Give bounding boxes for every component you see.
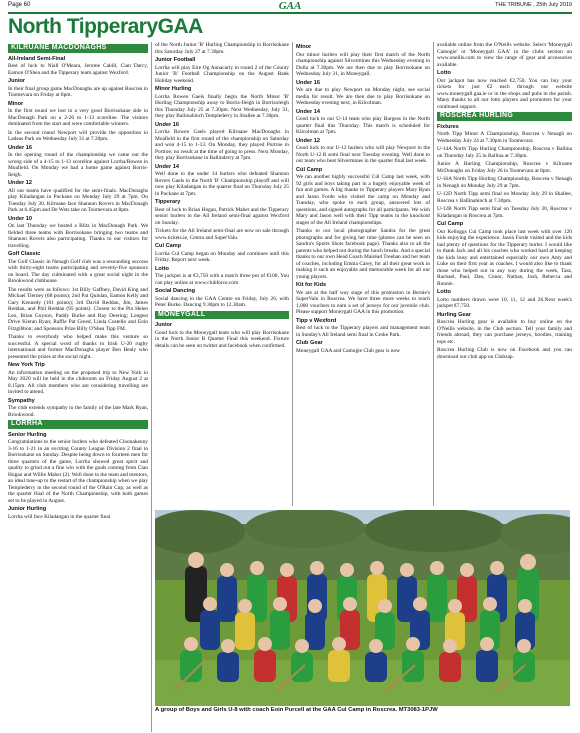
paragraph: Good luck to our U-14 team who play Burgess in the North quarter final this Thursday. This match is scheduled for Kilcolman at 7pm.	[296, 116, 430, 135]
paragraph: Thanks to everybody who helped make this venture so successful. A special word of thanks to Irish U-20 rugby international and former MacDonaghs player Ben Healy who presented the prizes at the social night.	[8, 334, 148, 360]
paragraph: Best of luck to the Tipperary players and management team in Sunday's All Ireland semi final in Croke Park.	[296, 325, 430, 338]
paragraph: Lotto numbers drawn were 10, 11, 12 and 26.Next week's jackpot €7,750.	[437, 296, 572, 309]
heading: Club Gear	[296, 340, 323, 346]
paragraph: In the first round we lost to a very good Borrisokane side in MacDonagh Park on a 2-26 to 1-13 scoreline. The visitors dominated from the start and were comfortable winners.	[8, 108, 148, 127]
heading: Junior Football	[155, 57, 196, 63]
heading: Tipp v Wexford	[296, 317, 337, 324]
paragraph: All our teams have qualified for the semi-finals. MacDonaghs play Kiladangan in Puckane on Monday July 29 at 7pm. On Tuesday July 30, Kilruane face Shannon Rovers in MacDonagh Park at 6.45pm and De Wets take on Toomevara at 8pm.	[8, 187, 148, 213]
column-3	[296, 42, 430, 508]
heading: All-Ireland Semi-Final	[8, 55, 66, 62]
paragraph: Lorrha Rowen Gaels played Kilruane MacDonaghs in Moafield in the first round of the championship on Saturday and won 4-15 to 1-13. On Monday, they played Portroe in Portroe; no result at the time of going to press. Next Monday, they play Borrisokane in Ballinderry at 7pm.	[155, 129, 289, 161]
paragraph: Well done to the under 14 hurlers who defeated Shannon Rovers Gaels in the North 'B' Championship playoff and will now play Kiladangan in the quarter final on Thursday July 25 in Puckane at 7pm.	[155, 171, 289, 197]
paragraph: Roscrea Hurling Club is now on Facebook and you can download our club app on Clubzap.	[437, 347, 572, 360]
paragraph: On last Thursday we hosted a Blitz in MacDonagh Park. We fielded three teams with Borrisokane bringing two teams and Shannon Rovers also participating. Thanks to our visitors for travelling.	[8, 223, 148, 249]
paragraph: available online from the O'Neills website. Select 'Moneygall Camogie' or 'Moneygall GAA' in the clubs section on www.oneills.com to view the range of gear and accessories available.	[437, 42, 572, 68]
column-4	[437, 42, 572, 508]
heading: Sympathy	[8, 397, 35, 404]
heading: Tipperary	[155, 199, 181, 205]
heading: Fixtures	[437, 123, 459, 130]
paragraph: U-12B North Tipp semi final on Tuesday July 30, Roscrea v Kiladangan in Roscrea at 7pm.	[437, 206, 572, 219]
heading: Cúl Camp	[296, 166, 323, 173]
group-photo-illustration	[155, 510, 570, 706]
paragraph: An information meeting on the proposed trip to New York in May 2020 will be held in the clubroom on Friday August 2 at 8.15pm. All club members who are considering travelling are invited to attend.	[8, 369, 148, 395]
paragraph: The jackpot is at €3,750 with a match three pot of €100. You can play online at www.clubforce.com	[155, 273, 289, 286]
paragraph: Best of luck to Niall O'Meara, Jerome Cahill, Cian Darcy, Eamon O'Shea and the Tipperary team against Wexford.	[8, 63, 148, 76]
heading: Under 16	[296, 79, 320, 86]
heading: Kit for Kids	[296, 282, 327, 288]
section-band-roscrea: ROSCREA HURLING	[437, 112, 572, 121]
heading: Senior Hurling	[8, 431, 47, 438]
heading: New York Trip	[8, 362, 45, 368]
paragraph: Junior A Hurling Championship, Roscrea v Kilruane McDonaghs on Friday July 26 in Toomevara at 8pm.	[437, 161, 572, 174]
page-number: Page 60	[8, 2, 31, 8]
paragraph: The results were as follows: 1st Billy Gaffney, David King and Michael Tierney (68 points); 2nd Pat Quinlan, Eamon Kelly and Gary Kennedy (101 points); 3rd David Reddan, Jim, James Reddan, and Phil Reddan (95 points). Closest to the Pin Helen Leo, Brian Guyson, Paddy Burke and Ray Deering; Longest Drive Kieran Ryan; Raffle Pat Greed, Linda Costello and Eoin Fitzgibbon; and Sponsors Prize Billy O'Shea Tipp FM.	[8, 286, 148, 332]
section-band-lorrha: LORRHA	[8, 420, 148, 429]
heading: Junior	[155, 322, 173, 328]
section-band-moneygall: MONEYGALL	[155, 311, 289, 320]
paragraph: Thanks to our local photographer Sandra for the great photographs and for giving her time (photos can be seen on Sandra's Sports Shots facebook page). Thanks also to all the parents who helped out during the lunch breaks. And a special thanks to our own Head Coach Mairéad Treehan and her team of coaches, including Emma Carey, for all their great work in making it such an enjoyable and memorable week for all our young players.	[296, 228, 430, 280]
paragraph: Lorrha will face Kiladangan in the quarter final	[8, 513, 111, 520]
paragraph: Lorrha Rowen Gaels finally begin the North Minor 'B' Hurling Championship away to Borris-Ileigh in Borrisoleigh this Thursday July 25 at 7.30pm. Next Wednesday, July 31, they play Ballinahinch Templederry in Shallee at 7.30pm.	[155, 93, 289, 119]
heading: Under 16	[8, 144, 32, 151]
heading: Under 14	[296, 108, 320, 115]
paragraph: We ran another highly successful Cúl Camp last week, with 92 girls and boys taking part in a hugely enjoyable week of fun and games. A big thanks to Tipperary players Mary Ryan and Jason Forde who visited the camp on Monday and Tuesday, who spoke to each group, answered lots of questions, and signed autographs for all participants. We wish Mary and Jason well with their Tipp teams in the knockout stages of the All Ireland championships.	[296, 174, 430, 226]
publication-date: THE TRIBUNE , 25th July 2019	[495, 2, 572, 8]
heading: Hurling Gear	[437, 311, 471, 318]
heading: Under 12	[296, 137, 320, 144]
paragraph: North Tipp Minor A Championship, Roscrea v Nenagh on Wednesday July 24 at 7.30pm in Toomevara	[437, 131, 572, 144]
paragraph: Moneygall GAA and Camogie Club gear is now	[296, 347, 401, 354]
paragraph: We are due to play Newport on Monday night, see social media for result. We are then due to play Borrisokane on Wednesday evening next, in Kilcolman.	[296, 87, 430, 106]
heading: Golf Classic	[8, 251, 41, 257]
heading: Junior Hurling	[8, 506, 47, 512]
heading: Minor Hurling	[155, 86, 192, 92]
paragraph: In their final group game MacDonaghs are up against Roscrea in Toomevara on Friday at 8pm.	[8, 85, 148, 98]
paragraph: In the second round Newport will provide the opposition in Ladeas Park on Wednesday July 31 at 7.30pm.	[8, 129, 148, 142]
paragraph: U-16A North Tipp Hurling Championship, Roscrea v Nenagh in Nenagh on Monday July 29 at 7pm.	[437, 176, 572, 189]
paragraph: Our Kelloggs Cul Camp took place last week with over 120 kids enjoying the experience. Jason Forde visited and the kids had plenty of questions for the Tipperary hurler. I would like to thank Jack and all his coaches who worked hard at keeping the kids busy and entertained especially our own Amy and Luke on their first year as coaches. I would also like to thank those who helped out in any way during the week, Tara, Rachael, Paul, Dan, Conor, Nathan, Josh, Rebecca and Ronnie.	[437, 228, 572, 287]
column-1	[8, 42, 148, 732]
paragraph: Roscrea Hurling gear is available to buy online on the O'Neills website, in the Club section. Tell your family and friends abroad, they can purchase jerseys, hoodies, training tops etc.	[437, 319, 572, 345]
paragraph: U-14A North Tipp Hurling Championship, Roscrea v Ballina on Thursday July 25 in Ballina at 7.30pm.	[437, 146, 572, 159]
paragraph: Best of luck to Brian Hogan, Patrick Maher and the Tipperary senior hurlers in the All Ireland semi-final against Wexford on Sunday.	[155, 206, 289, 226]
section-band-kilruane: KILRUANE MACDONAGHS	[8, 44, 148, 53]
heading: Social Dancing	[155, 288, 196, 294]
paragraph: Our minor hurlers will play their first match of the North championship against Silvermines this Wednesday evening in Dolla at 7.30pm. We are then due to play Borrisokane on Wednesday July 31, in Moneygall.	[296, 51, 430, 77]
heading: Under 16	[155, 121, 179, 128]
paragraph: The club extends sympathy to the family of the late Mark Ryan, Brookwood.	[8, 405, 148, 418]
paragraph: Congratulations to the senior hurlers who defeated Cloonakenny 3-16 to 1-21 in an exciting County League Division 2 final in Borrisokane on Sunday. Despite being down to fourteen men for three quarters of the game, Lorrha showed great spirit and quality to grind out a fine win with the goals coming from Cian Hogan and Willie Maher (2). Well done to the team and mentors, an ideal tune-up to the restart of the championship when we play Templederry in the second round of the O'Rain Cup, as well as the quarter final of the North Championship, with both games set to be played in August.	[8, 439, 148, 504]
page-title: North TipperaryGAA	[8, 15, 203, 38]
heading: Lotto	[437, 289, 451, 295]
heading: Cul Camp	[155, 243, 182, 249]
heading: Under 14	[155, 163, 179, 170]
heading: Minor	[8, 100, 24, 107]
paragraph: The Golf Classic in Nenagh Golf club was a resounding success with thirty-eight teams participating and seventy-five sponsors on board. The day culminated with a great social night in the Brookwood clubhouse.	[8, 258, 148, 284]
paragraph: Tickets for the All Ireland semi-final are now on sale through www.tickets.ie, Centra and SuperValu.	[155, 228, 289, 241]
paragraph: We are at the half way stage of this promotion in Bernie's SuperValu in Roscrea. We have three more weeks to reach 1,000 vouchers to earn a set of jerseys for our juvenile club. Please support Moneygall GAA in this promotion.	[296, 289, 430, 315]
column-divider	[151, 42, 152, 732]
heading: Cul Camp	[437, 221, 464, 227]
photo-caption: A group of Boys and Girls U-8 with coach Eoin Purcell at the GAA Cul Camp in Roscrea. MT3083-1PJW	[155, 707, 438, 713]
group-photo	[155, 510, 570, 706]
paragraph: U-12D North Tipp semi final on Monday July 29 in Shallee, Roscrea v Ballinahinch at 7.30pm.	[437, 191, 572, 204]
heading: Minor	[296, 44, 312, 50]
paragraph: of the North Junior 'B' Hurling Championship in Borrisokane this Saturday July 27 at 7.30pm.	[155, 42, 289, 55]
paragraph: Lorrha will play Eire Og Annacarty in round 2 of the County Junior 'B' Football Championship on the August Bank Holiday weekend.	[155, 64, 289, 84]
column-divider	[433, 42, 434, 506]
heading: Under 12	[8, 180, 32, 186]
paragraph: Lorrha Cul Camp began on Monday and continues until this Friday. Report next week.	[155, 250, 289, 263]
column-2	[155, 42, 289, 508]
paragraph: In the opening round of the championship we came out the wrong side of a 4-15 to 1-13 scoreline against Lorrha/Rowen in Moafield. On Monday we had a home game against Borris-Ileigh.	[8, 152, 148, 178]
section-label: GAA	[278, 0, 302, 12]
heading: Lotto	[437, 70, 451, 76]
paragraph: Good luck to our U-12 hurlers who will play Newport in the North U-12 B semi final next Tuesday evening. Well done to our team who beat Silvermines in the quarter final last week.	[296, 145, 430, 164]
heading: Under 10	[8, 215, 32, 222]
paragraph: Our jackpot has now reached €2,750. You can buy your tickets for just €2 each through our website www.moneygall.gaa.ie or in the shops and pubs in the parish. Many thanks to all our lotto players and promoters for your continued support.	[437, 77, 572, 110]
heading: Lotto	[155, 265, 169, 272]
column-divider	[292, 42, 293, 506]
paragraph: Good luck to the Moneygall team who will play Borrisokane in the North Junior B Quarter Final this weekend. Fixture details can be seen on twitter and facebook when confirmed.	[155, 329, 289, 349]
paragraph: Social dancing in the GAA Centre on Friday, July 26, with Peter Burke. Dancing 9.30pm to 12.30am.	[155, 295, 289, 308]
heading: Junior	[8, 78, 26, 84]
